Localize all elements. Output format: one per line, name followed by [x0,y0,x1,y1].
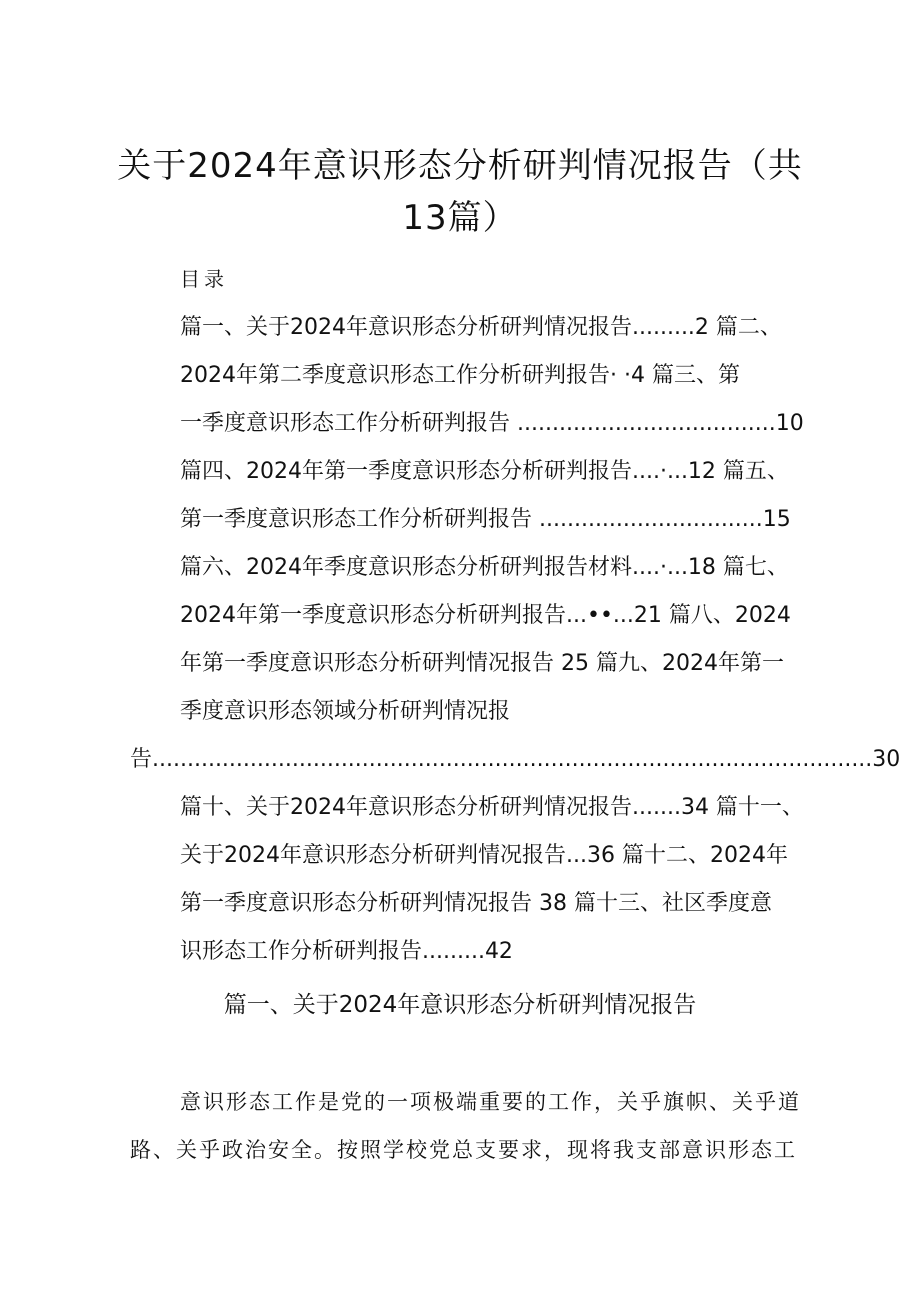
toc-line: 篇六、2024年季度意识形态分析研判报告材料....·...18 篇七、 [180,555,789,580]
toc-line: 识形态工作分析研判报告.........42 [180,939,513,964]
toc-line: 年第一季度意识形态分析研判情况报告 25 篇九、2024年第一 [180,651,784,676]
toc-label: 目录 [180,267,228,291]
body-paragraph-line: 路、关乎政治安全。按照学校党总支要求，现将我支部意识形态工 [130,1138,797,1162]
toc-line: 篇十、关于2024年意识形态分析研判情况报告.......34 篇十一、 [180,795,804,820]
document-title-line-1: 关于2024年意识形态分析研判情况报告（共 [117,146,803,186]
toc-line: 2024年第二季度意识形态工作分析研判报告· ·4 篇三、第 [180,363,740,388]
toc-line: 一季度意识形态工作分析研判报告 .....................................10 [180,411,804,436]
toc-line: 第一季度意识形态工作分析研判报告 ................................15 [180,507,791,532]
toc-line: 篇四、2024年第一季度意识形态分析研判报告....·...12 篇五、 [180,459,789,484]
document-title-line-2: 13篇） [402,198,518,238]
section-title: 篇一、关于2024年意识形态分析研判情况报告 [223,992,697,1018]
toc-line: 篇一、关于2024年意识形态分析研判情况报告.........2 篇二、 [180,315,782,340]
body-paragraph-line: 意识形态工作是党的一项极端重要的工作，关乎旗帜、关乎道 [180,1090,801,1114]
toc-line: 季度意识形态领域分析研判情况报 [180,699,511,724]
toc-line: 2024年第一季度意识形态分析研判报告...••...21 篇八、2024 [180,603,791,628]
toc-line: 第一季度意识形态分析研判情况报告 38 篇十三、社区季度意 [180,891,772,916]
toc-line: 告.......................................................................................................30 [130,747,901,772]
toc-line: 关于2024年意识形态分析研判情况报告...36 篇十二、2024年 [180,843,788,868]
